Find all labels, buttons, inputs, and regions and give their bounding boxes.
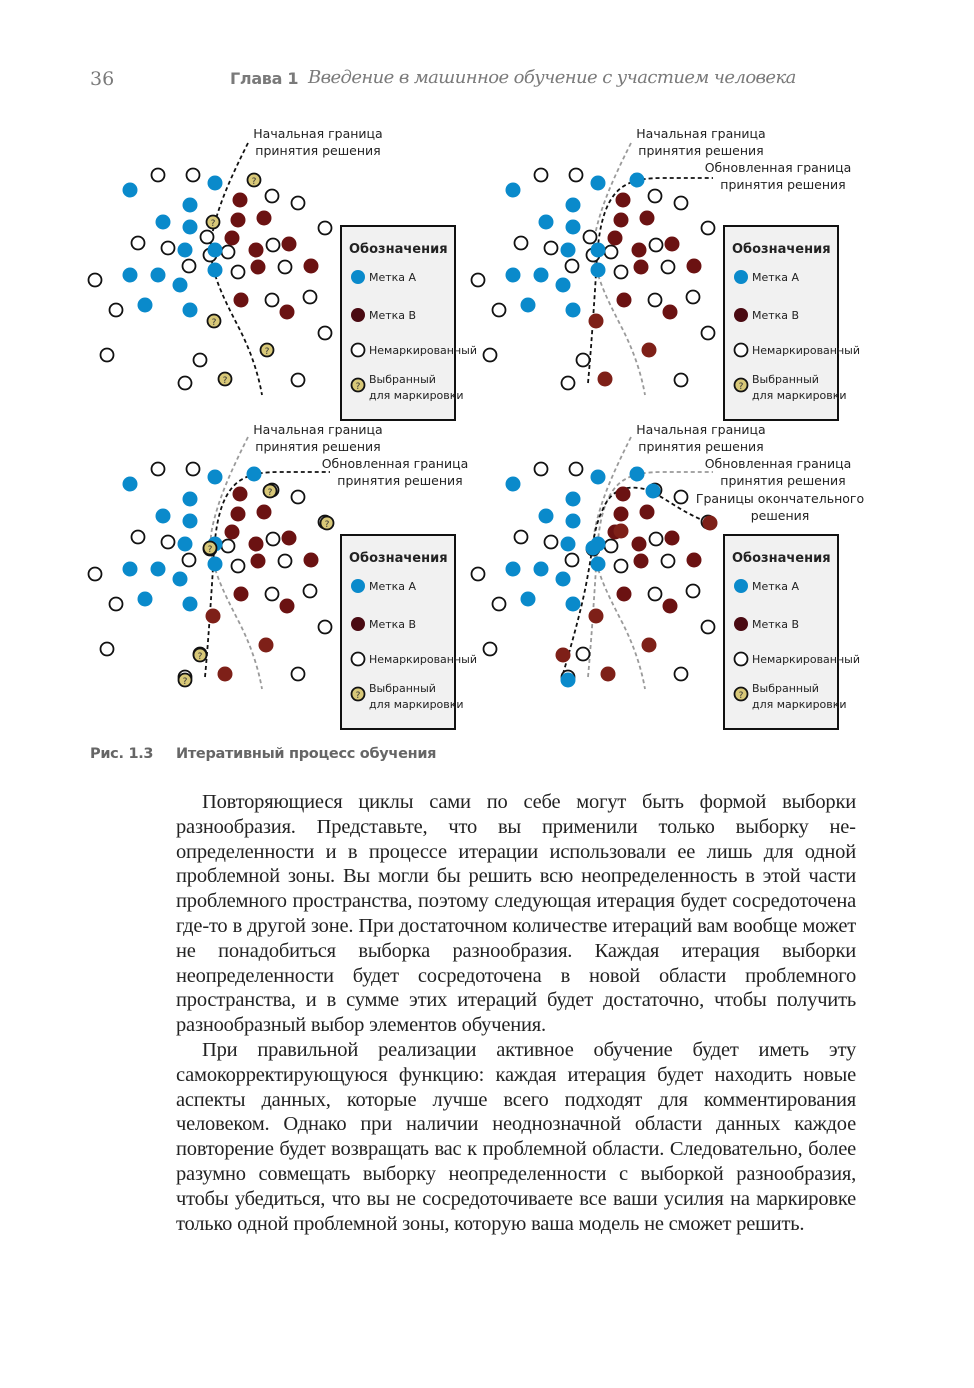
unlabeled-point xyxy=(675,491,688,504)
label-a-point xyxy=(566,597,581,612)
legend-label-b: Метка B xyxy=(752,309,800,322)
label-a-point xyxy=(556,572,571,587)
unlabeled-point xyxy=(472,568,485,581)
unlabeled-legend-icon xyxy=(352,344,365,357)
unlabeled-point xyxy=(152,169,165,182)
page-number: 36 xyxy=(90,68,115,90)
unlabeled-point xyxy=(605,540,618,553)
svg-text:?: ? xyxy=(267,488,273,498)
label-a-point xyxy=(586,541,601,556)
unlabeled-point xyxy=(266,190,279,203)
label-b-point xyxy=(280,305,295,320)
legend-label-a: Метка A xyxy=(369,271,417,284)
unlabeled-point xyxy=(279,261,292,274)
svg-text:?: ? xyxy=(355,691,361,701)
label-b-point xyxy=(642,343,657,358)
initial-boundary-label: принятия решения xyxy=(638,143,764,158)
label-b-point xyxy=(632,537,647,552)
label-b-point xyxy=(665,531,680,546)
unlabeled-point xyxy=(687,291,700,304)
initial-boundary-label: Начальная граница xyxy=(636,126,766,141)
label-b-point xyxy=(614,524,629,539)
unlabeled-point xyxy=(162,242,175,255)
label-b-point xyxy=(249,537,264,552)
label-a-point xyxy=(591,243,606,258)
label-a-point xyxy=(591,470,606,485)
caption-text: Итеративный процесс обучения xyxy=(175,746,437,762)
label-b-point xyxy=(617,293,632,308)
legend-selected: для маркировки xyxy=(369,389,464,402)
unlabeled-point xyxy=(110,598,123,611)
label-a-point xyxy=(138,592,153,607)
unlabeled-point xyxy=(535,463,548,476)
label-b-point xyxy=(687,553,702,568)
label-b-point xyxy=(634,554,649,569)
legend-label-a: Метка A xyxy=(752,271,800,284)
legend-title: Обозначения xyxy=(732,551,831,566)
initial-boundary-label: Начальная граница xyxy=(253,126,383,141)
unlabeled-point xyxy=(232,560,245,573)
svg-text:?: ? xyxy=(251,177,257,187)
unlabeled-point xyxy=(179,377,192,390)
label-b-point xyxy=(282,237,297,252)
label-b-point xyxy=(663,305,678,320)
updated-boundary-label: Обновленная граница xyxy=(704,456,852,471)
svg-text:?: ? xyxy=(355,382,361,392)
label-b-point xyxy=(608,231,623,246)
label-a-point xyxy=(178,537,193,552)
label-a-point xyxy=(156,509,171,524)
unlabeled-point xyxy=(89,274,102,287)
label-a-point xyxy=(591,557,606,572)
selected-point-icon xyxy=(248,174,261,188)
unlabeled-point xyxy=(304,585,317,598)
label-a-point xyxy=(208,557,223,572)
label-b-point xyxy=(233,487,248,502)
legend-title: Обозначения xyxy=(349,551,448,566)
unlabeled-point xyxy=(484,643,497,656)
svg-text:?: ? xyxy=(210,219,216,229)
unlabeled-legend-icon xyxy=(735,344,748,357)
label-b-point xyxy=(598,372,613,387)
label-b-point xyxy=(233,193,248,208)
label-a-point xyxy=(566,514,581,529)
label-a-point xyxy=(539,509,554,524)
updated-boundary-label: принятия решения xyxy=(337,473,463,488)
label-b-point xyxy=(304,259,319,274)
label-a-point xyxy=(208,470,223,485)
label-b-point xyxy=(642,638,657,653)
label-b-point xyxy=(663,599,678,614)
legend-selected: для маркировки xyxy=(369,698,464,711)
label-a-point xyxy=(151,562,166,577)
unlabeled-point xyxy=(101,643,114,656)
initial-boundary-label: Начальная граница xyxy=(253,422,383,437)
paragraph: Повторяющиеся циклы сами по себе могут быть формой выборки разнообразия. Представьте, что вы применили только выборку неопределенности и в процессе итерации использовали ее лишь для одной проблемной зоны. Вы могли бы решить всю неопределенность в этой части проблемного пространства, поэтому следующая итерация будет сосредоточена где-то в другой зоне. При достаточном количестве итераций вам вообще может не понадобиться выборка разнообразия. Каждая итерация выборки неопределенности будет сосредоточена в новой области проблемного пространства, и в сумме этих итераций будет достаточно, чтобы получить разнообразный выбор элементов обучения. xyxy=(176,791,856,1037)
label-b-point xyxy=(231,213,246,228)
legend xyxy=(724,226,860,420)
label-a-point xyxy=(123,268,138,283)
selected-legend-icon xyxy=(352,688,365,702)
svg-text:?: ? xyxy=(211,318,217,328)
unlabeled-point xyxy=(702,621,715,634)
label-a-point xyxy=(566,220,581,235)
selected-legend-icon xyxy=(352,379,365,393)
initial-boundary-label: принятия решения xyxy=(638,439,764,454)
legend-title: Обозначения xyxy=(349,242,448,257)
label-a-point xyxy=(183,492,198,507)
unlabeled-point xyxy=(566,554,579,567)
unlabeled-point xyxy=(132,531,145,544)
scatter-panel-iteration-3 xyxy=(89,422,478,729)
label-a-point xyxy=(123,477,138,492)
label-b-legend-icon xyxy=(734,617,748,631)
unlabeled-point xyxy=(515,237,528,250)
svg-text:?: ? xyxy=(222,376,228,386)
unlabeled-point xyxy=(279,555,292,568)
legend-label-b: Метка B xyxy=(369,618,417,631)
updated-boundary-label: принятия решения xyxy=(720,177,846,192)
label-a-point xyxy=(506,268,521,283)
label-b-point xyxy=(282,531,297,546)
selected-point-icon xyxy=(264,485,277,499)
unlabeled-point xyxy=(577,648,590,661)
unlabeled-point xyxy=(152,463,165,476)
label-b-point xyxy=(251,260,266,275)
svg-text:?: ? xyxy=(324,520,330,530)
unlabeled-point xyxy=(162,536,175,549)
selected-legend-icon xyxy=(735,688,748,702)
label-b-point xyxy=(614,213,629,228)
label-b-point xyxy=(634,260,649,275)
label-b-point xyxy=(601,667,616,682)
unlabeled-point xyxy=(615,266,628,279)
unlabeled-point xyxy=(649,588,662,601)
legend-selected: Выбранный xyxy=(752,373,819,386)
label-a-point xyxy=(183,303,198,318)
label-b-point xyxy=(617,587,632,602)
label-a-legend-icon xyxy=(734,270,748,284)
label-a-legend-icon xyxy=(351,270,365,284)
unlabeled-point xyxy=(304,291,317,304)
label-a-point xyxy=(534,562,549,577)
label-a-point xyxy=(591,263,606,278)
final-boundary-label: Границы окончательного xyxy=(695,491,865,506)
label-a-point xyxy=(630,173,645,188)
label-b-legend-icon xyxy=(351,308,365,322)
unlabeled-point xyxy=(232,266,245,279)
svg-text:?: ? xyxy=(182,677,188,687)
unlabeled-point xyxy=(101,349,114,362)
updated-boundary-label: Обновленная граница xyxy=(704,160,852,175)
paragraph: При правильной реализации активное обучение будет иметь эту самокорректирующуюся функцию: каждая итерация будет находить новые аспекты данных, которые лучше всего подходят для комментирования человеком. Однако при наличии неоднозначной области данных каждое повторение будет возвращать вас к проблемной области. Следовательно, более разумно совмещать выборку неопределенности с выборкой разнообразия, чтобы убедиться, что вы не сосредоточиваете все ваши усилия на маркировке только одной проблемной зоны, которую ваша модель не сможет решить. xyxy=(176,1038,856,1235)
label-a-point xyxy=(123,183,138,198)
legend-label-b: Метка B xyxy=(752,618,800,631)
unlabeled-point xyxy=(292,197,305,210)
label-b-legend-icon xyxy=(351,617,365,631)
legend-selected: для маркировки xyxy=(752,389,847,402)
unlabeled-point xyxy=(292,668,305,681)
legend-selected: Выбранный xyxy=(369,373,436,386)
unlabeled-point xyxy=(484,349,497,362)
label-b-point xyxy=(234,293,249,308)
label-a-point xyxy=(506,477,521,492)
label-b-point xyxy=(259,638,274,653)
legend-unlabeled: Немаркированный xyxy=(369,653,478,666)
label-a-point xyxy=(534,268,549,283)
label-a-point xyxy=(566,303,581,318)
unlabeled-point xyxy=(570,463,583,476)
svg-text:?: ? xyxy=(197,652,203,662)
label-a-point xyxy=(566,492,581,507)
label-a-point xyxy=(123,562,138,577)
label-a-point xyxy=(208,176,223,191)
label-b-point xyxy=(280,599,295,614)
label-a-point xyxy=(630,467,645,482)
unlabeled-point xyxy=(650,533,663,546)
initial-boundary-label: принятия решения xyxy=(255,143,381,158)
unlabeled-point xyxy=(675,374,688,387)
label-a-point xyxy=(151,268,166,283)
label-b-point xyxy=(632,243,647,258)
unlabeled-legend-icon xyxy=(735,653,748,666)
label-b-point xyxy=(225,525,240,540)
svg-text:?: ? xyxy=(738,382,744,392)
label-a-legend-icon xyxy=(351,579,365,593)
unlabeled-point xyxy=(702,222,715,235)
unlabeled-point xyxy=(222,540,235,553)
unlabeled-point xyxy=(584,231,597,244)
figure-caption xyxy=(90,746,436,762)
label-a-point xyxy=(208,243,223,258)
unlabeled-point xyxy=(187,463,200,476)
legend-label-a: Метка A xyxy=(369,580,417,593)
label-a-point xyxy=(138,298,153,313)
label-a-point xyxy=(183,597,198,612)
label-b-point xyxy=(665,237,680,252)
unlabeled-point xyxy=(319,222,332,235)
label-a-point xyxy=(208,263,223,278)
legend-title: Обозначения xyxy=(732,242,831,257)
legend xyxy=(341,535,477,729)
label-b-point xyxy=(616,193,631,208)
label-a-point xyxy=(561,673,576,688)
unlabeled-point xyxy=(545,242,558,255)
legend-selected: Выбранный xyxy=(752,682,819,695)
label-b-point xyxy=(640,505,655,520)
label-a-point xyxy=(539,215,554,230)
legend-unlabeled: Немаркированный xyxy=(752,344,861,357)
label-a-point xyxy=(506,183,521,198)
label-b-point xyxy=(556,648,571,663)
unlabeled-point xyxy=(545,536,558,549)
label-b-point xyxy=(218,667,233,682)
unlabeled-point xyxy=(649,294,662,307)
unlabeled-point xyxy=(535,169,548,182)
initial-boundary-label: Начальная граница xyxy=(636,422,766,437)
svg-text:?: ? xyxy=(264,347,270,357)
updated-boundary-label: принятия решения xyxy=(720,473,846,488)
chapter-title: Введение в машинное обучение с участием человека xyxy=(308,67,796,88)
label-b-legend-icon xyxy=(734,308,748,322)
initial-boundary-label: принятия решения xyxy=(255,439,381,454)
label-a-point xyxy=(247,467,262,482)
unlabeled-point xyxy=(267,533,280,546)
label-a-point xyxy=(173,572,188,587)
label-a-point xyxy=(521,592,536,607)
unlabeled-point xyxy=(319,621,332,634)
label-b-point xyxy=(589,609,604,624)
selected-point-icon xyxy=(179,674,192,688)
label-b-point xyxy=(687,259,702,274)
label-b-point xyxy=(703,516,718,531)
label-b-point xyxy=(231,507,246,522)
svg-text:?: ? xyxy=(738,691,744,701)
label-b-point xyxy=(234,587,249,602)
legend xyxy=(724,535,860,729)
unlabeled-point xyxy=(493,598,506,611)
label-a-point xyxy=(591,176,606,191)
legend xyxy=(341,226,477,420)
unlabeled-point xyxy=(650,239,663,252)
scatter-panel-iteration-4 xyxy=(472,422,865,729)
label-b-point xyxy=(249,243,264,258)
body-text xyxy=(176,790,856,1236)
unlabeled-point xyxy=(675,197,688,210)
label-b-point xyxy=(257,505,272,520)
label-b-point xyxy=(616,487,631,502)
unlabeled-point xyxy=(687,585,700,598)
legend-selected: Выбранный xyxy=(369,682,436,695)
label-a-point xyxy=(506,562,521,577)
unlabeled-point xyxy=(266,588,279,601)
label-b-point xyxy=(206,609,221,624)
selected-point-icon xyxy=(194,649,207,663)
label-a-point xyxy=(178,243,193,258)
unlabeled-point xyxy=(570,169,583,182)
unlabeled-point xyxy=(577,354,590,367)
label-b-point xyxy=(614,507,629,522)
unlabeled-point xyxy=(222,246,235,259)
label-a-legend-icon xyxy=(734,579,748,593)
selected-point-icon xyxy=(204,542,217,556)
selected-point-icon xyxy=(321,517,334,531)
caption-number: Рис. 1.3 xyxy=(90,746,154,762)
unlabeled-point xyxy=(267,239,280,252)
unlabeled-point xyxy=(566,260,579,273)
unlabeled-point xyxy=(292,374,305,387)
label-a-point xyxy=(183,220,198,235)
unlabeled-point xyxy=(562,377,575,390)
unlabeled-point xyxy=(132,237,145,250)
unlabeled-point xyxy=(194,354,207,367)
label-a-point xyxy=(156,215,171,230)
unlabeled-point xyxy=(515,531,528,544)
unlabeled-legend-icon xyxy=(352,653,365,666)
scatter-panel-iteration-1 xyxy=(89,126,478,420)
unlabeled-point xyxy=(183,554,196,567)
label-b-point xyxy=(304,553,319,568)
unlabeled-point xyxy=(605,246,618,259)
final-boundary-label: решения xyxy=(750,508,810,523)
label-a-point xyxy=(183,514,198,529)
label-a-point xyxy=(561,537,576,552)
label-b-point xyxy=(251,554,266,569)
legend-unlabeled: Немаркированный xyxy=(752,653,861,666)
unlabeled-point xyxy=(89,568,102,581)
label-a-point xyxy=(561,243,576,258)
updated-boundary-label: Обновленная граница xyxy=(321,456,469,471)
label-a-point xyxy=(173,278,188,293)
label-b-point xyxy=(225,231,240,246)
unlabeled-point xyxy=(662,261,675,274)
unlabeled-point xyxy=(493,304,506,317)
label-a-point xyxy=(556,278,571,293)
unlabeled-point xyxy=(201,231,214,244)
selected-point-icon xyxy=(261,344,274,358)
selected-legend-icon xyxy=(735,379,748,393)
unlabeled-point xyxy=(702,327,715,340)
label-a-point xyxy=(566,198,581,213)
unlabeled-point xyxy=(472,274,485,287)
selected-point-icon xyxy=(208,315,221,329)
label-b-point xyxy=(640,211,655,226)
chapter-label: Глава 1 xyxy=(230,69,299,88)
legend-selected: для маркировки xyxy=(752,698,847,711)
label-a-point xyxy=(183,198,198,213)
unlabeled-point xyxy=(292,491,305,504)
unlabeled-point xyxy=(319,327,332,340)
label-a-point xyxy=(521,298,536,313)
selected-point-icon xyxy=(207,216,220,230)
svg-text:?: ? xyxy=(207,545,213,555)
unlabeled-point xyxy=(110,304,123,317)
label-b-point xyxy=(589,314,604,329)
unlabeled-point xyxy=(266,294,279,307)
selected-point-icon xyxy=(219,373,232,387)
scatter-panel-iteration-2 xyxy=(472,126,861,420)
label-a-point xyxy=(646,484,661,499)
final-boundary-line xyxy=(563,488,713,674)
unlabeled-point xyxy=(675,668,688,681)
legend-unlabeled: Немаркированный xyxy=(369,344,478,357)
unlabeled-point xyxy=(615,560,628,573)
unlabeled-point xyxy=(187,169,200,182)
unlabeled-point xyxy=(662,555,675,568)
unlabeled-point xyxy=(183,260,196,273)
unlabeled-point xyxy=(649,190,662,203)
legend-label-a: Метка A xyxy=(752,580,800,593)
legend-label-b: Метка B xyxy=(369,309,417,322)
label-b-point xyxy=(257,211,272,226)
